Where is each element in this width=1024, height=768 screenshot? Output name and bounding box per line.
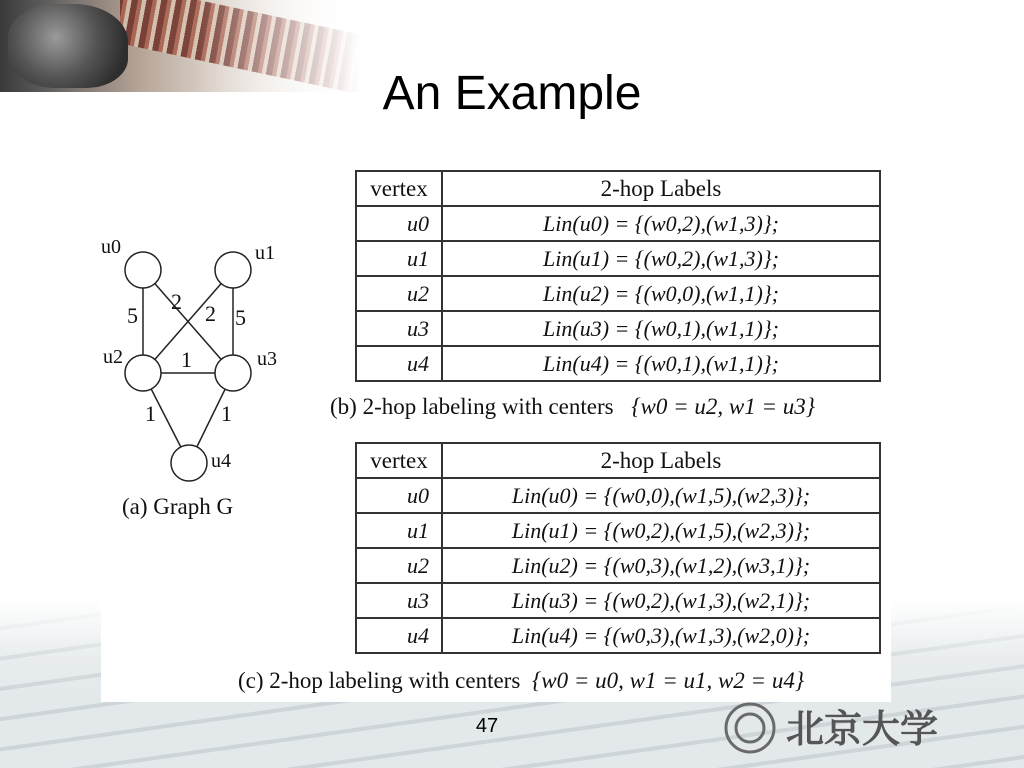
node-label-u4: u4 <box>211 450 231 472</box>
graph-g <box>95 235 295 530</box>
label-cell: Lin(u0) = {(w0,0),(w1,5),(w2,3)}; <box>442 478 880 513</box>
label-cell: Lin(u4) = {(w0,3),(w1,3),(w2,0)}; <box>442 618 880 653</box>
table-row <box>356 241 880 276</box>
header-vertex: vertex <box>356 443 442 478</box>
table-c <box>355 442 881 654</box>
pku-logo <box>722 700 1002 756</box>
label-cell: Lin(u4) = {(w0,1),(w1,1)}; <box>442 346 880 381</box>
table-b <box>355 170 881 382</box>
header-labels: 2-hop Labels <box>442 171 880 206</box>
pku-logo-text: 北京大学 <box>786 707 939 751</box>
vertex-cell: u2 <box>356 276 442 311</box>
vertex-cell: u0 <box>356 478 442 513</box>
vertex-cell: u1 <box>356 241 442 276</box>
edge-weight-label: 1 <box>145 401 156 426</box>
graph-node-u2 <box>125 355 161 391</box>
table-row <box>356 478 880 513</box>
label-cell: Lin(u2) = {(w0,0),(w1,1)}; <box>442 276 880 311</box>
header-vertex: vertex <box>356 171 442 206</box>
header-labels: 2-hop Labels <box>442 443 880 478</box>
caption-b <box>330 394 815 420</box>
table-row <box>356 583 880 618</box>
graph-node-u1 <box>215 252 251 288</box>
table-header-row <box>356 171 880 206</box>
edge-weight-label: 1 <box>181 347 192 372</box>
table-row <box>356 346 880 381</box>
edge-weight-label: 5 <box>235 305 246 330</box>
table-header-row <box>356 443 880 478</box>
slide-title: An Example <box>382 67 642 120</box>
table-row <box>356 513 880 548</box>
label-cell: Lin(u0) = {(w0,2),(w1,3)}; <box>442 206 880 241</box>
caption-c <box>238 668 804 694</box>
node-label-u2: u2 <box>103 346 123 368</box>
table-row <box>356 276 880 311</box>
graph-node-u3 <box>215 355 251 391</box>
caption-b-text: (b) 2-hop labeling with centers <box>330 394 614 419</box>
table-row <box>356 311 880 346</box>
graph-caption: (a) Graph G <box>122 494 234 519</box>
label-cell: Lin(u1) = {(w0,2),(w1,3)}; <box>442 241 880 276</box>
vertex-cell: u1 <box>356 513 442 548</box>
caption-c-text: (c) 2-hop labeling with centers <box>238 668 521 693</box>
edge-weight-label: 2 <box>205 301 216 326</box>
table-row <box>356 548 880 583</box>
label-cell: Lin(u3) = {(w0,2),(w1,3),(w2,1)}; <box>442 583 880 618</box>
pku-emblem-icon <box>726 704 774 752</box>
label-cell: Lin(u2) = {(w0,3),(w1,2),(w3,1)}; <box>442 548 880 583</box>
vertex-cell: u0 <box>356 206 442 241</box>
node-label-u0: u0 <box>101 236 121 258</box>
vertex-cell: u2 <box>356 548 442 583</box>
label-cell: Lin(u3) = {(w0,1),(w1,1)}; <box>442 311 880 346</box>
edge-weight-label: 1 <box>221 401 232 426</box>
vertex-cell: u3 <box>356 583 442 618</box>
node-label-u1: u1 <box>255 242 275 264</box>
edge-weight-label: 5 <box>127 303 138 328</box>
node-label-u3: u3 <box>257 348 277 370</box>
vertex-cell: u4 <box>356 346 442 381</box>
label-cell: Lin(u1) = {(w0,2),(w1,5),(w2,3)}; <box>442 513 880 548</box>
page-number: 47 <box>475 715 499 737</box>
table-row <box>356 618 880 653</box>
table-row <box>356 206 880 241</box>
caption-b-centers: {w0 = u2, w1 = u3} <box>631 394 815 419</box>
caption-c-centers: {w0 = u0, w1 = u1, w2 = u4} <box>532 668 805 693</box>
graph-node-u0 <box>125 252 161 288</box>
graph-node-u4 <box>171 445 207 481</box>
vertex-cell: u4 <box>356 618 442 653</box>
vertex-cell: u3 <box>356 311 442 346</box>
edge-weight-label: 2 <box>171 289 182 314</box>
